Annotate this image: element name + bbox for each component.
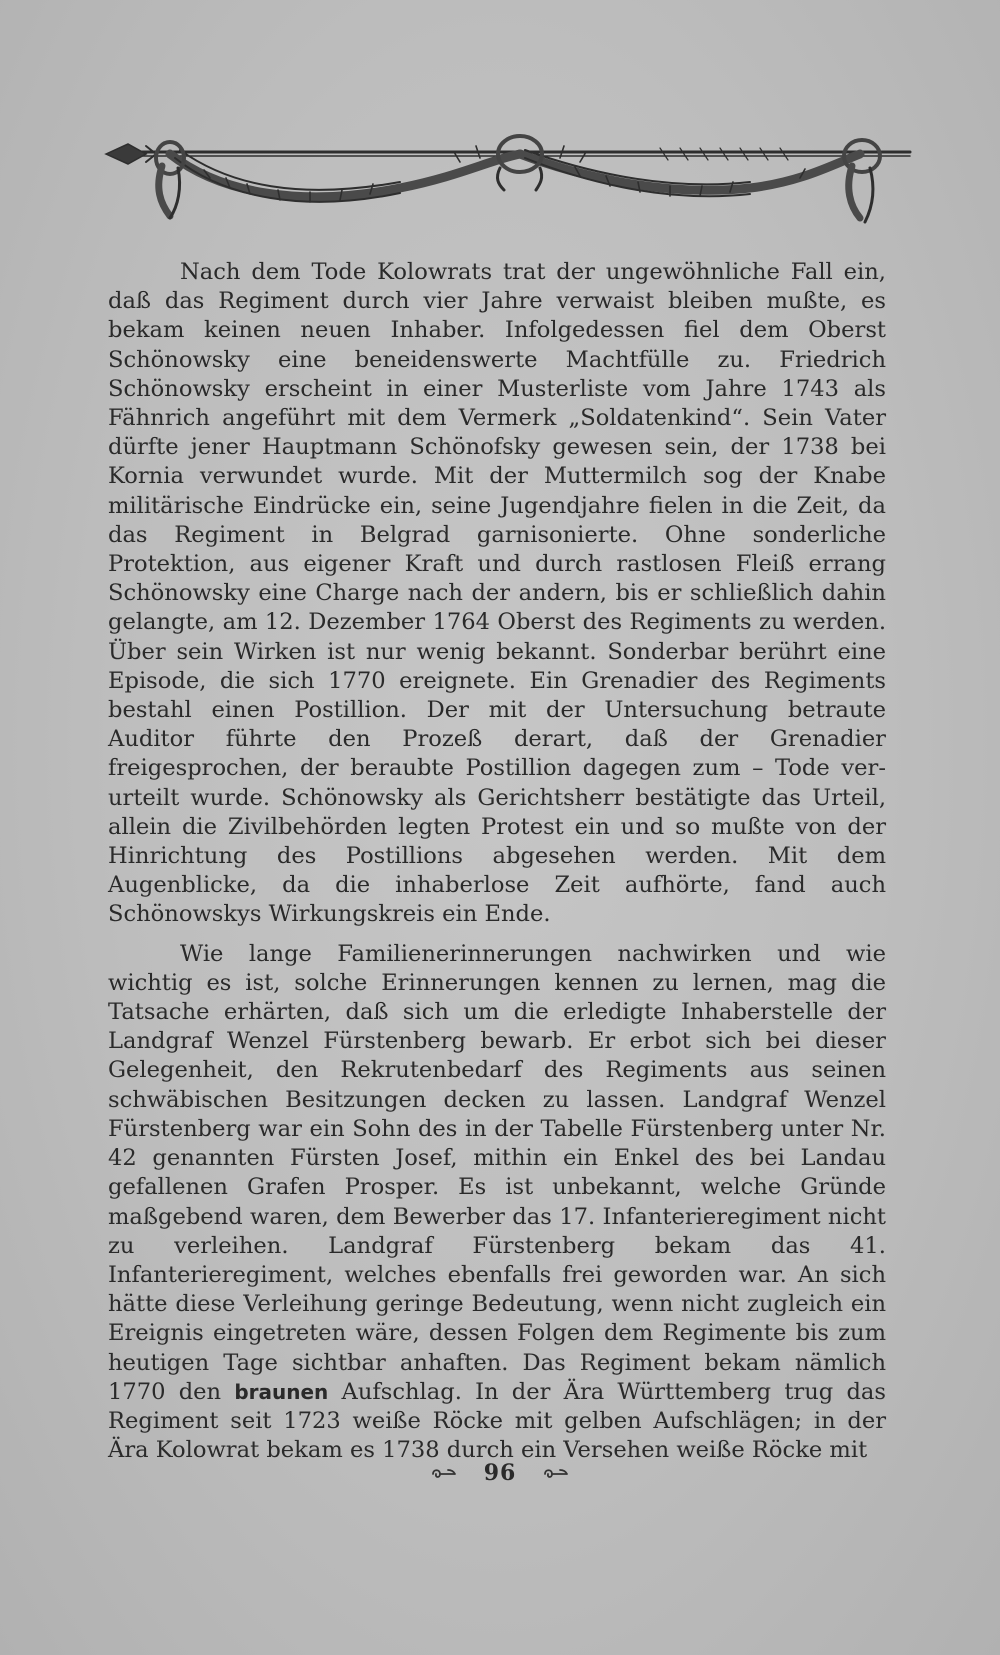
- paragraph-2: [108, 940, 886, 1466]
- paragraph-2-text-start: Wie lange Familienerinnerungen nachwirken und wie wichtig es ist, solche Erinnerungen kennen zu lernen, mag die Tatsache erhärten, daß sich um die erledigte Inhaberstelle der Landgraf Wenzel Fürstenberg bewarb. Er erbot sich bei dieser Gelegenheit, den Rekrutenbedarf des Regiments aus seinen schwäbischen Besitzungen decken zu lassen. Landgraf Wenzel Fürstenberg war ein Sohn des in der Tabelle Fürstenberg unter Nr. 42 genannten Fürsten Josef, mithin ein Enkel des bei Landau gefallenen Grafen Prosper. Es ist unbekannt, welche Gründe maßgebend waren, dem Bewerber das 17. Infanterieregiment nicht zu verleihen. Landgraf Fürstenberg bekam das 41. Infanterieregiment, welches ebenfalls frei geworden war. An sich hätte diese Verleihung geringe Bedeutung, wenn nicht zugleich ein Ereignis eingetreten wäre, dessen Folgen dem Regimente bis zum heutigen Tage sichtbar anhaften. Das Regiment bekam nämlich 1770 den: [108, 940, 886, 1405]
- paragraph-1: [108, 258, 886, 930]
- page-number: 96: [483, 1460, 517, 1486]
- body-text: [108, 258, 886, 1465]
- swirl-ornament-icon: [542, 1466, 570, 1482]
- garland-spear-ornament-icon: [100, 118, 915, 238]
- paragraph-1-text: Nach dem Tode Kolowrats trat der ungewöhnliche Fall ein, daß das Regiment durch vier Jahre verwaist bleiben mußte, es bekam keinen neuen Inhaber. Infolgedessen fiel dem Oberst Schönowsky eine beneidenswerte Machtfülle zu. Friedrich Schönowsky erscheint in einer Musterliste vom Jahre 1743 als Fähnrich angeführt mit dem Vermerk „Soldatenkind“. Sein Vater dürfte jener Hauptmann Schönofsky gewesen sein, der 1738 bei Kornia verwundet wurde. Mit der Muttermilch sog der Knabe militärische Eindrücke ein, seine Jugendjahre fielen in die Zeit, da das Regiment in Belgrad garnisonierte. Ohne sonderliche Protektion, aus eigener Kraft und durch rastlosen Fleiß errang Schönowsky eine Charge nach der andern, bis er schließlich dahin gelangte, am 12. Dezember 1764 Oberst des Regiments zu werden. Über sein Wirken ist nur wenig bekannt. Sonderbar berührt eine Episode, die sich 1770 ereignete. Ein Grenadier des Regiments bestahl einen Postillion. Der mit der Untersuchung betraute Auditor führte den Prozeß derart, daß der Grenadier freigesprochen, der beraubte Postillion dagegen zum – Tode verurteilt wurde. Schönowsky als Gerichtsherr bestätigte das Urteil, allein die Zivilbehörden legten Protest ein und so mußte von der Hinrichtung des Postillions abgesehen werden. Mit dem Augenblicke, da die inhaberlose Zeit aufhörte, fand auch Schönowskys Wirkungskreis ein Ende.: [108, 259, 886, 928]
- page-footer: [0, 1460, 1000, 1486]
- paragraph-2-text-end: Aufschlag. In der Ära Württemberg trug das Regiment seit 1723 weiße Röcke mit gelben Aufschlägen; in der Ära Kolowrat bekam es 1738 durch ein Versehen weiße Röcke mit: [108, 1378, 886, 1464]
- swirl-ornament-icon: [430, 1466, 458, 1482]
- bold-word-braunen: braunen: [234, 1379, 329, 1404]
